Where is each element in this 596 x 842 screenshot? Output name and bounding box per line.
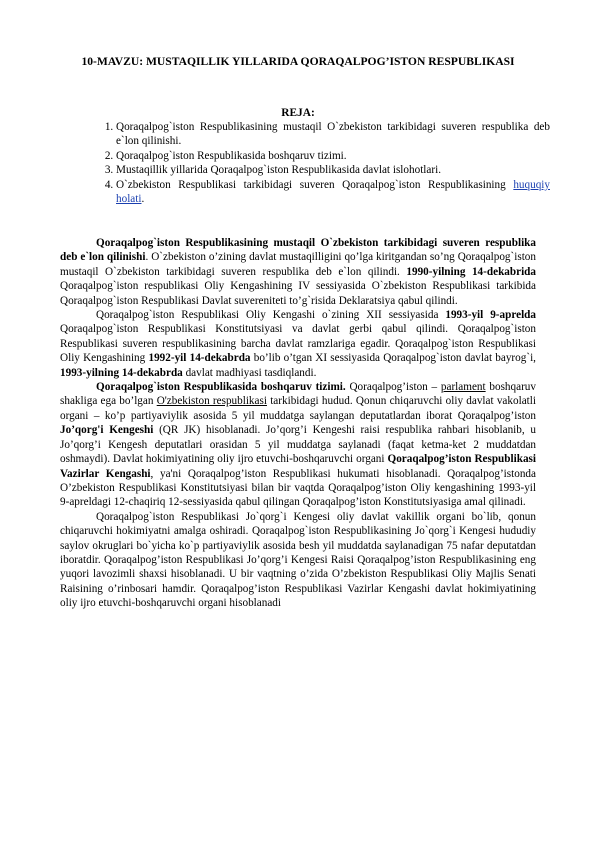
paragraph-bold: 1993-yilning 14-dekabrda [60,366,183,379]
document-body [60,236,536,611]
plan-list [102,120,550,206]
paragraph-text: Qoraqalpog’iston – [345,381,441,394]
paragraph [60,236,536,308]
paragraph-bold: Qoraqalpog`iston Respublikasining mustaqil O`zbekiston tarkibidagi suveren respublika deb e`lon qilinishi [60,237,536,264]
paragraph-text: tarkibidagi hudud. Qonun chiqaruvchi oliy davlat vakolatli organi – ko’p partiyaviylik asosida 5 yil muddatga saylangan deputatlardan iborat Qoraqalpog’iston [60,395,536,422]
plan-item-text: O`zbekiston Respublikasi tarkibidagi suveren Qoraqalpog`iston Respublikasining [116,178,514,191]
paragraph-text: , ya'ni Qoraqalpog’iston Respublikasi hukumati hisoblanadi. Qoraqalpog’istonda O’zbekiston Respublikasi Konstitutsiyasi bilan bir vaqtda Qoraqalpog’iston Oliy kengashining 1993-yil 9-apreldagi 12-chaqiriq 12-sessiyasida qabul qilingan Qoraqalpog’iston Konstitutsiyasiga amal qilinadi. [60,467,536,509]
plan-item: 3. Mustaqillik yillarida Qoraqalpog`iston Respublikasida davlat islohotlari. [116,163,550,177]
paragraph: Qoraqalpog`iston Respublikasi Jo`qorg`i Kengesi oliy davlat vakillik organi bo`lib, qonun chiqaruvchi hokimiyatni amalga oshiradi. Qoraqalpog`iston Respublikasining Jo`qorg`i Kengesi hududiy saylov okruglari bo`yicha ko`p partiyaviylik asosida besh yil muddatda saylanadigan 75 nafar deputatdan iboratdir. Qoraqalpog’iston Respublikasi Jo’qorg’i Kengesi Raisi Qoraqalpog’iston Respublikasining eng yuqori lavozimli shaxsi hisoblanadi. U bir vaqtning o’zida O’zbekiston Respublikasi Oliy Majlis Senati Raisining o’rinbosari hamdir. Qoraqalpog’iston Respublikasi Vazirlar Kengashi davlat hokimiyatining oliy ijro etuvchi-boshqaruvchi organi hisoblanadi [60,510,536,610]
plan-item [116,178,550,207]
paragraph-text: boshqaruv shakliga ega bo’lgan [60,381,536,408]
parliament-link[interactable]: parlament [440,381,486,394]
paragraph-text: Qoraqalpog`iston Respublikasi Konstitutsiyasi va davlat gerbi qabul qilindi. Qoraqalpog`iston Respublikasi suveren respublikasining barcha davlat ramzlariga egadir. Qoraqalpog`iston Respublikasi Oliy Kengashining [60,323,536,365]
paragraph [60,308,536,380]
plan-heading: REJA: [281,107,315,119]
uzbekistan-republic-link[interactable]: O'zbekiston respublikasi [156,395,267,408]
paragraph-text: . O`zbekiston o’zining davlat mustaqilligini qo’lga kiritgandan so’ng Qoraqalpog`iston mustaqil O`zbekiston tarkibidagi suveren respublika deb e`lon qilindi. [60,251,536,278]
paragraph-bold: Jo’qorg'i Kengeshi [60,424,154,437]
paragraph-text: davlat madhiyasi tasdiqlandi. [182,366,317,379]
paragraph-text: Qoraqalpog`iston Respublikasi Oliy Kengashi o`zining XII sessiyasida [96,309,446,322]
paragraph [60,380,536,510]
plan-item-text: . [141,193,145,206]
paragraph-bold: Qoraqalpog’iston Respublikasi Vazirlar Kengashi [60,453,536,480]
plan-item: 1. Qoraqalpog`iston Respublikasining mustaqil O`zbekiston tarkibidagi suveren respublika deb e`lon qilinishi. [116,120,550,149]
paragraph-text: (QR JK) hisoblanadi. Jo’qorg’i Kengeshi raisi respublika rahbari hisoblanib, u Jo’qorg’i Kengesh deputatlari orasidan 5 yil muddatga saylanadi (faqat ketma-ket 2 muddatdan oshmaydi). Davlat hokimiyatining oliy ijro etuvchi-boshqaruvchi organi [60,424,536,466]
paragraph-bold: 1992-yil 14-dekabrda [148,352,251,365]
paragraph-bold: Qoraqalpog`iston Respublikasida boshqaruv tizimi. [96,381,346,394]
paragraph-bold: 1990-yilning 14-dekabrida [406,265,536,278]
legal-status-link[interactable]: huquqiy holati [116,178,550,206]
paragraph-text: Qoraqalpog`iston respublikasi Oliy Kengashining IV sessiyasida O`zbekiston Respublikasi tarkibida Qoraqalpog`iston Respublikasi Davlat suvereniteti to’g`risida Deklaratsiya qabul qilindi. [60,280,536,307]
plan-item: 2. Qoraqalpog`iston Respublikasida boshqaruv tizimi. [116,149,550,163]
document-title: 10-MAVZU: MUSTAQILLIK YILLARIDA QORAQALPOG’ISTON RESPUBLIKASI [81,55,515,68]
paragraph-bold: 1993-yil 9-aprelda [445,309,536,322]
paragraph-text: bo’lib o’tgan XI sessiyasida Qoraqalpog`iston davlat bayrog`i, [250,352,536,365]
